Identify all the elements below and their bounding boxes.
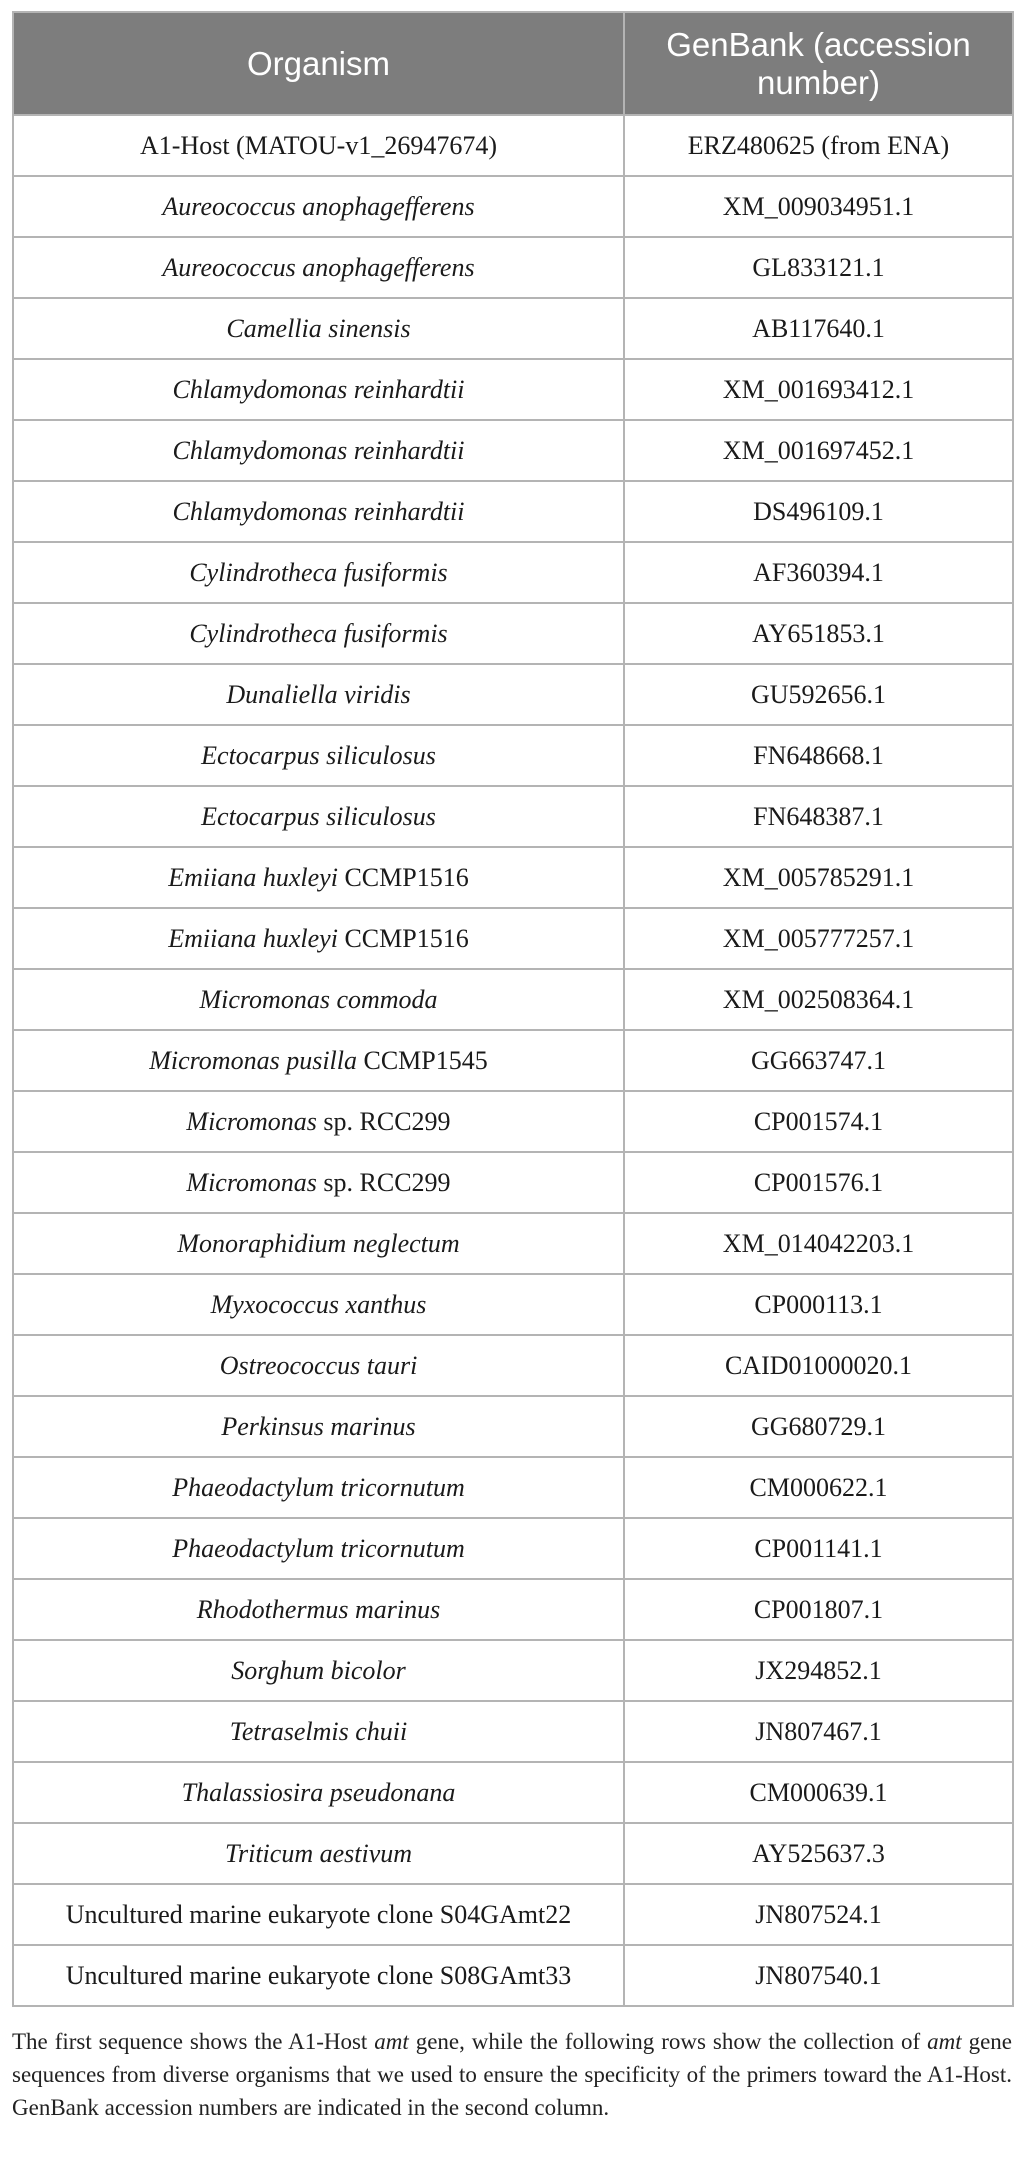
header-genbank: GenBank (accession number) [624, 12, 1013, 115]
species-name: Ectocarpus siliculosus [201, 801, 436, 831]
table-row [13, 603, 1013, 664]
accession-cell: XM_009034951.1 [624, 176, 1013, 237]
table-row [13, 1701, 1013, 1762]
table-row [13, 1884, 1013, 1945]
species-name: Phaeodactylum tricornutum [172, 1472, 465, 1502]
table-row [13, 115, 1013, 176]
species-name: Tetraselmis chuii [229, 1716, 408, 1746]
accession-cell: FN648387.1 [624, 786, 1013, 847]
accession-cell: AY525637.3 [624, 1823, 1013, 1884]
organism-cell [13, 1274, 624, 1335]
species-name: Chlamydomonas reinhardtii [172, 496, 465, 526]
species-name: Monoraphidium neglectum [177, 1228, 460, 1258]
caption-gene-2: amt [927, 2029, 962, 2054]
table-row [13, 359, 1013, 420]
organism-cell [13, 847, 624, 908]
organism-cell [13, 1518, 624, 1579]
table-row [13, 1640, 1013, 1701]
accession-cell: JN807467.1 [624, 1701, 1013, 1762]
table-header [13, 12, 1013, 115]
accession-cell: CP001574.1 [624, 1091, 1013, 1152]
table-row [13, 481, 1013, 542]
species-name: Emiiana huxleyi [168, 923, 338, 953]
organism-cell [13, 237, 624, 298]
accession-cell: CM000622.1 [624, 1457, 1013, 1518]
table-row [13, 786, 1013, 847]
caption-text-3: gene sequences from diverse organisms that we used to ensure the specificity of the primers toward the A1-Host. GenBank accession numbers are indicated in the second column. [12, 2029, 1013, 2120]
species-name: Aureococcus anophagefferens [162, 252, 475, 282]
accession-cell: XM_002508364.1 [624, 969, 1013, 1030]
caption-text-2: gene, while the following rows show the collection of [408, 2029, 928, 2054]
organism-cell [13, 786, 624, 847]
accession-cell: CM000639.1 [624, 1762, 1013, 1823]
table-row [13, 1579, 1013, 1640]
strain-name: CCMP1545 [357, 1045, 488, 1075]
species-name: Perkinsus marinus [221, 1411, 416, 1441]
species-name: Ostreococcus tauri [219, 1350, 418, 1380]
strain-name: CCMP1516 [337, 923, 469, 953]
organism-cell [13, 1823, 624, 1884]
table-row [13, 1823, 1013, 1884]
species-name: Cylindrotheca fusiformis [189, 557, 448, 587]
table-row [13, 725, 1013, 786]
organism-cell [13, 176, 624, 237]
organism-cell [13, 1335, 624, 1396]
accession-cell: JX294852.1 [624, 1640, 1013, 1701]
organism-cell [13, 420, 624, 481]
table-row [13, 237, 1013, 298]
organism-name: A1-Host (MATOU-v1_26947674) [139, 130, 497, 160]
accession-cell: XM_014042203.1 [624, 1213, 1013, 1274]
accession-cell: JN807540.1 [624, 1945, 1013, 2006]
species-name: Micromonas [186, 1106, 317, 1136]
organism-cell [13, 1579, 624, 1640]
organism-cell [13, 1457, 624, 1518]
organism-cell [13, 1945, 624, 2006]
species-name: Chlamydomonas reinhardtii [172, 435, 465, 465]
accession-cell: DS496109.1 [624, 481, 1013, 542]
table-row [13, 1518, 1013, 1579]
accession-cell: XM_005785291.1 [624, 847, 1013, 908]
organism-cell [13, 1884, 624, 1945]
organism-cell [13, 1396, 624, 1457]
species-name: Micromonas pusilla [149, 1045, 357, 1075]
header-row [13, 12, 1013, 115]
accession-cell: GL833121.1 [624, 237, 1013, 298]
strain-name: sp. RCC299 [316, 1167, 451, 1197]
species-name: Phaeodactylum tricornutum [172, 1533, 465, 1563]
strain-name: CCMP1516 [337, 862, 469, 892]
species-name: Rhodothermus marinus [196, 1594, 441, 1624]
accession-cell: XM_005777257.1 [624, 908, 1013, 969]
accession-cell: XM_001697452.1 [624, 420, 1013, 481]
table-row [13, 1457, 1013, 1518]
table-row [13, 1213, 1013, 1274]
species-name: Thalassiosira pseudonana [181, 1777, 456, 1807]
organism-cell [13, 1701, 624, 1762]
table-row [13, 1152, 1013, 1213]
accession-cell: CP000113.1 [624, 1274, 1013, 1335]
organism-cell [13, 1640, 624, 1701]
table-row [13, 664, 1013, 725]
accession-cell: CAID01000020.1 [624, 1335, 1013, 1396]
species-name: Cylindrotheca fusiformis [189, 618, 448, 648]
accession-cell: AF360394.1 [624, 542, 1013, 603]
table-row [13, 969, 1013, 1030]
organism-cell [13, 725, 624, 786]
species-name: Emiiana huxleyi [168, 862, 338, 892]
species-name: Ectocarpus siliculosus [201, 740, 436, 770]
table-row [13, 542, 1013, 603]
species-name: Myxococcus xanthus [210, 1289, 427, 1319]
organism-cell [13, 1213, 624, 1274]
accession-table [12, 11, 1014, 2007]
organism-cell [13, 359, 624, 420]
organism-cell [13, 1152, 624, 1213]
table-row [13, 1335, 1013, 1396]
table-row [13, 298, 1013, 359]
table-row [13, 176, 1013, 237]
accession-cell: GG680729.1 [624, 1396, 1013, 1457]
table-row [13, 1945, 1013, 2006]
caption-gene-1: amt [374, 2029, 409, 2054]
species-name: Camellia sinensis [226, 313, 411, 343]
organism-cell [13, 603, 624, 664]
accession-cell: AY651853.1 [624, 603, 1013, 664]
species-name: Aureococcus anophagefferens [162, 191, 475, 221]
accession-cell: CP001807.1 [624, 1579, 1013, 1640]
accession-cell: CP001576.1 [624, 1152, 1013, 1213]
organism-cell [13, 542, 624, 603]
header-organism: Organism [13, 12, 624, 115]
species-name: Micromonas commoda [199, 984, 438, 1014]
organism-cell [13, 1030, 624, 1091]
organism-cell [13, 1762, 624, 1823]
species-name: Chlamydomonas reinhardtii [172, 374, 465, 404]
caption-text-1: The first sequence shows the A1-Host [12, 2029, 375, 2054]
accession-cell: JN807524.1 [624, 1884, 1013, 1945]
organism-cell [13, 1091, 624, 1152]
table-row [13, 420, 1013, 481]
organism-cell [13, 298, 624, 359]
organism-cell [13, 664, 624, 725]
organism-name: Uncultured marine eukaryote clone S08GAmt33 [65, 1960, 572, 1990]
accession-cell: XM_001693412.1 [624, 359, 1013, 420]
species-name: Sorghum bicolor [231, 1655, 406, 1685]
accession-cell: GU592656.1 [624, 664, 1013, 725]
accession-cell: FN648668.1 [624, 725, 1013, 786]
species-name: Micromonas [186, 1167, 317, 1197]
organism-cell [13, 115, 624, 176]
species-name: Triticum aestivum [224, 1838, 413, 1868]
table-row [13, 1030, 1013, 1091]
table-row [13, 908, 1013, 969]
table-row [13, 1762, 1013, 1823]
species-name: Dunaliella viridis [226, 679, 411, 709]
strain-name: sp. RCC299 [316, 1106, 451, 1136]
table-body [13, 115, 1013, 2006]
table-row [13, 1091, 1013, 1152]
accession-cell: CP001141.1 [624, 1518, 1013, 1579]
table-row [13, 1396, 1013, 1457]
table-row [13, 1274, 1013, 1335]
organism-name: Uncultured marine eukaryote clone S04GAmt22 [65, 1899, 572, 1929]
accession-cell: AB117640.1 [624, 298, 1013, 359]
table-caption [12, 2025, 1012, 2124]
organism-cell [13, 481, 624, 542]
accession-cell: GG663747.1 [624, 1030, 1013, 1091]
table-row [13, 847, 1013, 908]
organism-cell [13, 969, 624, 1030]
accession-cell: ERZ480625 (from ENA) [624, 115, 1013, 176]
organism-cell [13, 908, 624, 969]
